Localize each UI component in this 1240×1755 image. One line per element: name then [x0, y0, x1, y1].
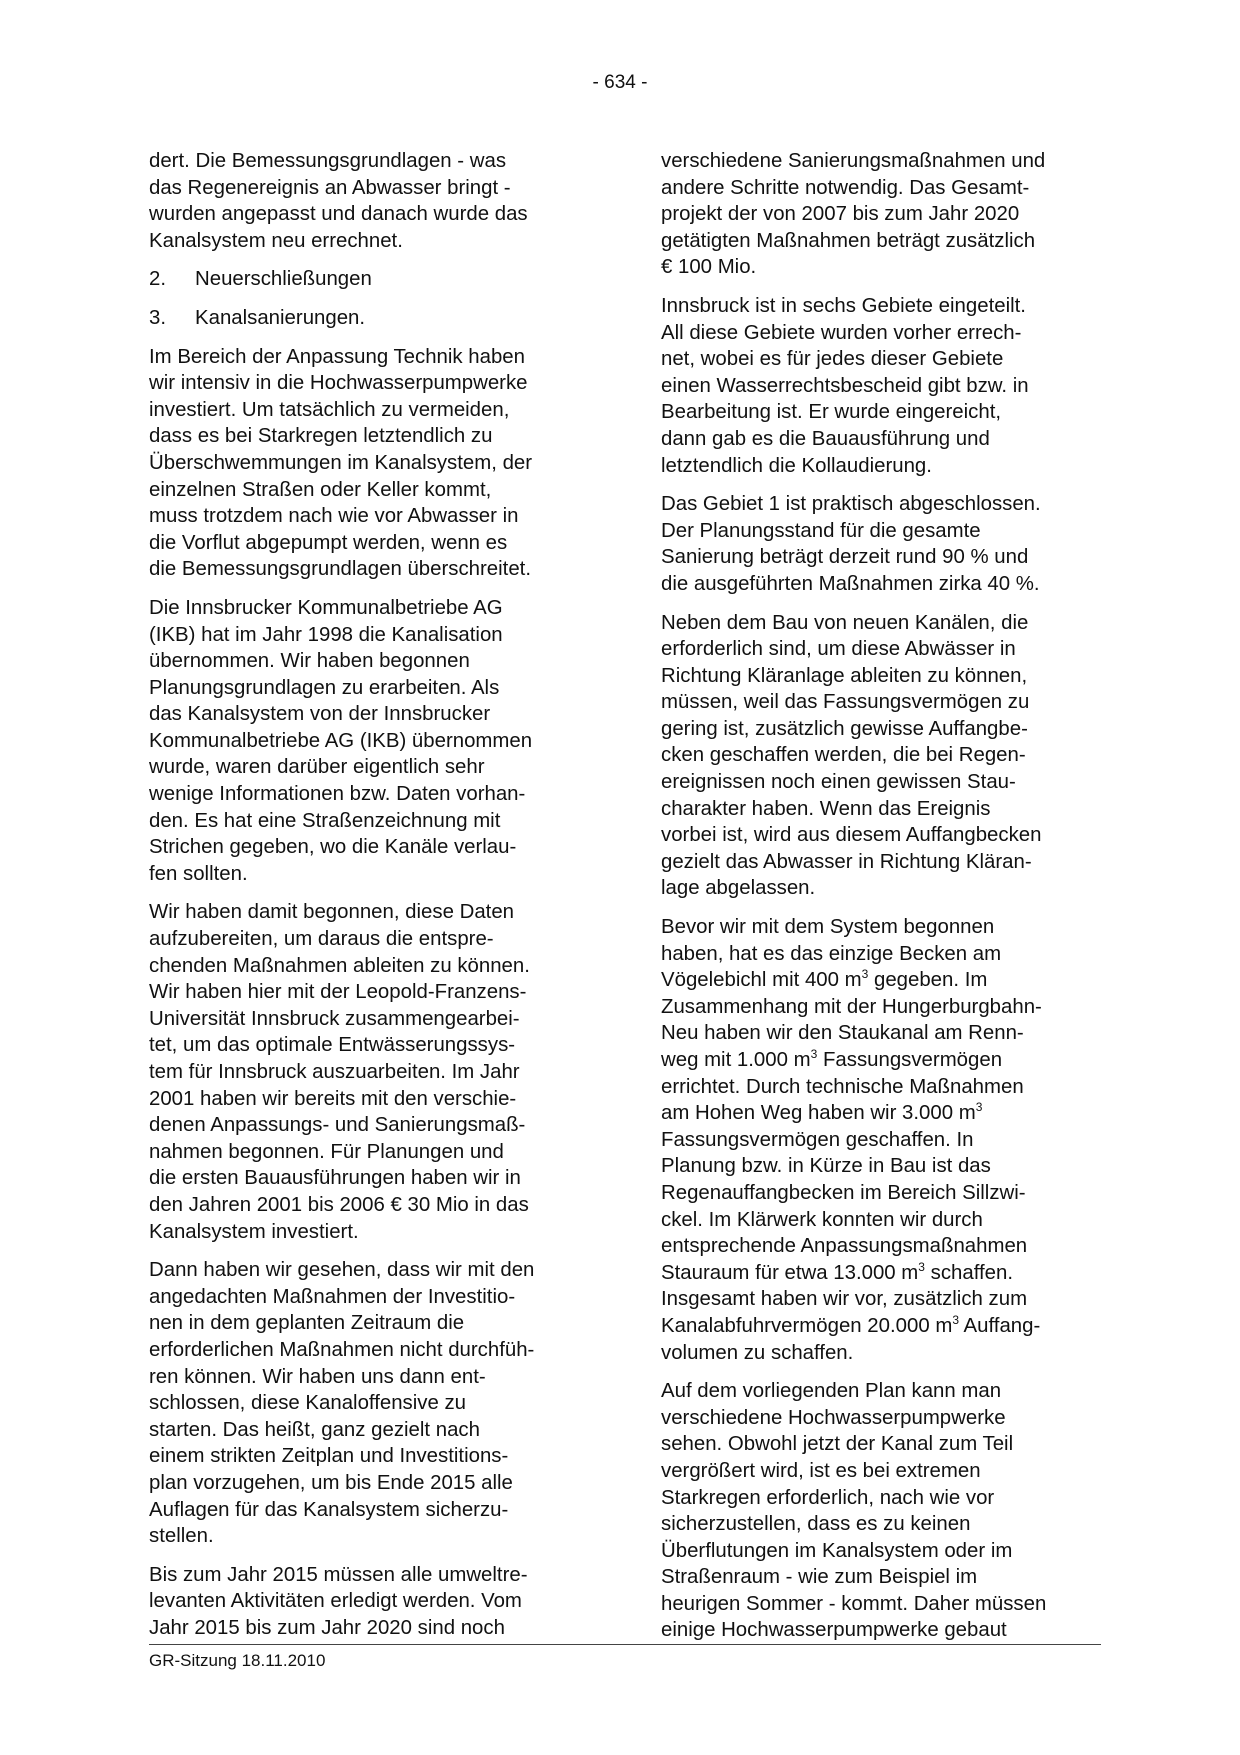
list-item [149, 266, 589, 293]
list-number: 3. [149, 306, 167, 329]
list-text: Neuerschließungen [195, 268, 372, 291]
paragraph: Auf dem vorliegenden Plan kann man verschiedene Hochwasserpumpwerke sehen. Obwohl jetzt der Kanal zum Teil vergrößert wird, ist es bei extremen Starkregen erforderlich, nach wie vor sicherzustellen, dass es zu keinen Überflutungen im Kanalsystem oder im Straßenraum - wie zum Beispiel im heurigen Sommer - kommt. Daher müssen einige Hochwasserpumpwerke gebaut [661, 1380, 1047, 1642]
paragraph: Bis zum Jahr 2015 müssen alle umweltre- levanten Aktivitäten erledigt werden. Vom Jahr 2015 bis zum Jahr 2020 sind noch [149, 1563, 528, 1639]
text-run: schaffen. Insgesamt haben wir vor, zusätzlich zum Kanalabfuhrvermögen 20.000 m [661, 1261, 1028, 1337]
paragraph: Das Gebiet 1 ist praktisch abgeschlossen. Der Planungsstand für die gesamte Sanierung beträgt derzeit rund 90 % und die ausgeführten Maßnahmen zirka 40 %. [661, 493, 1041, 595]
text-run: Bevor wir mit dem System begonnen haben, hat es das einzige Becken am Vögelebichl mit 400 m [661, 916, 1002, 992]
text-run: Auffang- volumen zu schaffen. [661, 1314, 1041, 1364]
text-run: gegeben. Im Zusammenhang mit der Hungerburgbahn- Neu haben wir den Staukanal am Renn- weg mit 1.000 m [661, 969, 1042, 1071]
paragraph: Innsbruck ist in sechs Gebiete eingeteilt. All diese Gebiete wurden vorher errech- net, wobei es für jedes dieser Gebiete einen Wasserrechtsbescheid gibt bzw. in Bearbeitung ist. Er wurde eingereicht, dann gab es die Bauausführung und letztendlich die Kollaudierung. [661, 294, 1029, 477]
superscript: 3 [918, 1259, 925, 1274]
footer-session-date: GR-Sitzung 18.11.2010 [149, 1651, 326, 1670]
paragraph-volumes [661, 914, 1101, 1366]
paragraph: dert. Die Bemessungsgrundlagen - was das Regenereignis an Abwasser bringt - wurden angepasst und danach wurde das Kanalsystem neu errechnet. [149, 150, 528, 252]
page-number: - 634 - [592, 72, 648, 93]
list-item [149, 305, 589, 332]
paragraph: Die Innsbrucker Kommunalbetriebe AG (IKB) hat im Jahr 1998 die Kanalisation übernommen. Wir haben begonnen Planungsgrundlagen zu erarbeiten. Als das Kanalsystem von der Innsbrucker Kommunalbetriebe AG (IKB) übernommen wurde, waren darüber eigentlich sehr wenige Informationen bzw. Daten vorhan- den. Es hat eine Straßenzeichnung mit Strichen gegeben, wo die Kanäle verlau- fen sollten. [149, 596, 533, 885]
paragraph: Im Bereich der Anpassung Technik haben wir intensiv in die Hochwasserpumpwerke investiert. Um tatsächlich zu vermeiden, dass es bei Starkregen letztendlich zu Überschwemmungen im Kanalsystem, der einzelnen Straßen oder Keller kommt, muss trotzdem nach wie vor Abwasser in die Vorflut abgepumpt werden, wenn es die Bemessungsgrundlagen überschreitet. [149, 345, 533, 581]
right-column [661, 148, 1101, 1656]
text-run: Fassungsvermögen errichtet. Durch technische Maßnahmen am Hohen Weg haben wir 3.000 m [661, 1049, 1024, 1125]
paragraph: Wir haben damit begonnen, diese Daten aufzubereiten, um daraus die entspre- chenden Maßnahmen ableiten zu können. Wir haben hier mit der Leopold-Franzens- Universität Innsbruck zusammengearbei- tet, um das optimale Entwässerungssys- tem für Innsbruck auszuarbeiten. Im Jahr 2001 haben wir bereits mit den verschie- denen Anpassungs- und Sanierungsmaß- nahmen begonnen. Für Planungen und die ersten Bauausführungen haben wir in den Jahren 2001 bis 2006 € 30 Mio in das Kanalsystem investiert. [149, 901, 530, 1243]
list-number: 2. [149, 268, 167, 291]
left-column [149, 148, 589, 1653]
superscript: 3 [952, 1313, 960, 1328]
superscript: 3 [975, 1100, 983, 1115]
list-text: Kanalsanierungen. [195, 306, 366, 329]
paragraph: Neben dem Bau von neuen Kanälen, die erforderlich sind, um diese Abwässer in Richtung Kläranlage ableiten zu können, müssen, weil das Fassungsvermögen zu gering ist, zusätzlich gewisse Auffangbe- cken geschaffen werden, die bei Regen- ereignissen noch einen gewissen Stau- charakter haben. Wenn das Ereignis vorbei ist, wird aus diesem Auffangbecken gezielt das Abwasser in Richtung Kläran- lage abgelassen. [661, 611, 1042, 900]
paragraph: Dann haben wir gesehen, dass wir mit den angedachten Maßnahmen der Investitio- nen in dem geplanten Zeitraum die erforderlichen Maßnahmen nicht durchfüh- ren können. Wir haben uns dann ent- schlossen, diese Kanaloffensive zu starten. Das heißt, ganz gezielt nach einem strikten Zeitplan und Investitions- plan vorzugehen, um bis Ende 2015 alle Auflagen für das Kanalsystem sicherzu- stellen. [149, 1259, 535, 1548]
superscript: 3 [810, 1047, 818, 1062]
footer-divider [149, 1644, 1101, 1645]
superscript: 3 [861, 967, 869, 982]
text-run: Fassungsvermögen geschaffen. In Planung bzw. in Kürze in Bau ist das Regenauffangbecken im Bereich Sillzwi- ckel. Im Klärwerk konnten wir durch entsprechende Anpassungsmaßnahmen Stauraum für etwa 13.000 m [661, 1128, 1028, 1284]
paragraph: verschiedene Sanierungsmaßnahmen und andere Schritte notwendig. Das Gesamt- projekt der von 2007 bis zum Jahr 2020 getätigten Maßnahmen beträgt zusätzlich € 100 Mio. [661, 150, 1046, 279]
